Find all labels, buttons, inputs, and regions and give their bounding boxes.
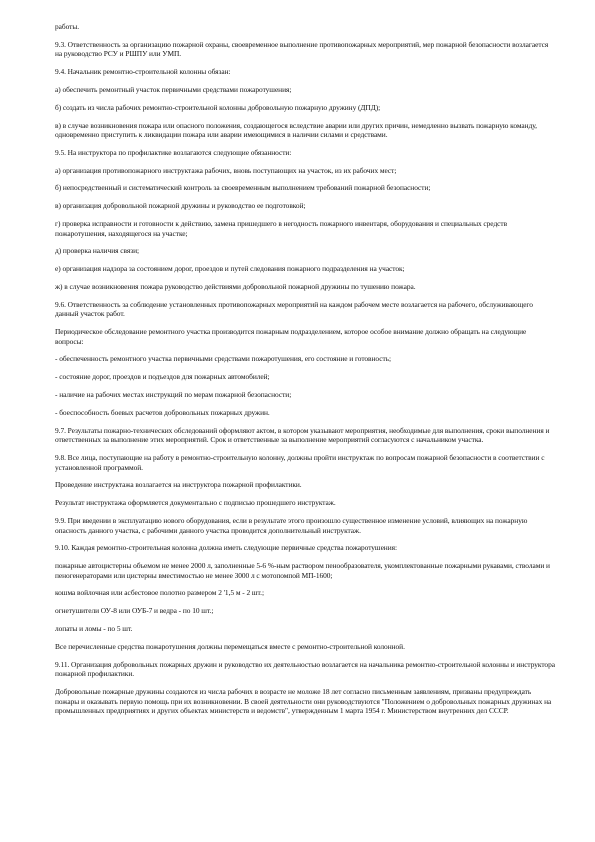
paragraph: 9.3. Ответственность за организацию пожарной охраны, своевременное выполнение противопожарных мероприятий, мер пожарной безопасности возлагается на руководство РСУ и РШПУ или УМП. (55, 39, 549, 59)
paragraph: пожарные автоцистерны объемом не менее 2000 л, заполненные 5-6 %-ным раствором пенообразователя, укомплектованные пожарными рукавами, стволами и пеногенераторами или цистерны вместимостью не менее 3000 л с мотопомпой МП-1600; (55, 561, 550, 580)
paragraph: б) непосредственный и систематический контроль за своевременным выполнением требований пожарной безопасности; (55, 183, 431, 193)
paragraph: г) проверка исправности и готовности к действию, замена пришедшего в негодность пожарного инвентаря, оборудования и специальных средств пожаротушения, находящегося на участке; (55, 219, 508, 238)
paragraph: в) в случае возникновения пожара или опасного положения, создающегося вследствие аварии или других причин, немедленно вызвать пожарную команду, одновременно приступить к ликвидации пожара или аварии имеющимися в наличии силами и средствами. (55, 120, 537, 140)
paragraph: - состояние дорог, проездов и подъездов для пожарных автомобилей; (55, 372, 270, 382)
paragraph: 9.11. Организация добровольных пожарных дружин и руководство их деятельностью возлагается на начальника ремонтно-строительной колонны и инструктора пожарной профилактики. (55, 659, 555, 679)
paragraph: - боеспособность боевых расчетов добровольных пожарных дружин. (55, 407, 270, 417)
paragraph: 9.10. Каждая ремонтно-строительная колонна должна иметь следующие первичные средства пожаротушения: (55, 543, 397, 553)
paragraph: Добровольные пожарные дружины создаются из числа рабочих в возрасте не моложе 18 лет согласно письменным заявлениям, призваны предупреждать пожары и оказывать первую помощь при их возникновении. В своей деятельности они руководствуются "Положением о добровольных пожарных дружинах на промышленных предприятиях и других объектах министерств и ведомств", утвержденным 1 марта 1954 г. Министерством внутренних дел СССР. (55, 686, 552, 716)
paragraph: 9.6. Ответственность за соблюдение установленных противопожарных мероприятий на каждом рабочем месте возлагается на рабочего, обслуживающего данный участок работ. (55, 299, 533, 319)
paragraph: 9.7. Результаты пожарно-технических обследований оформляют актом, в котором указывают мероприятия, необходимые для выполнения, сроки выполнения и ответственных за выполнение этих мероприятий. Срок и ответственные за выполнение мероприятий согласуются с начальником участка. (55, 425, 550, 445)
paragraph: - обеспеченность ремонтного участка первичными средствами пожаротушения, его состояние и готовность; (55, 354, 391, 364)
paragraph: ж) в случае возникновения пожара руководство действиями добровольной пожарной дружины по тушению пожара. (55, 281, 416, 291)
paragraph: Проведение инструктажа возлагается на инструктора пожарной профилактики. (55, 480, 302, 490)
paragraph: 9.9. При введении в эксплуатацию нового оборудования, если в результате этого произошло существенное изменение условий, влияющих на пожарную опасность данного участка, с рабочими данного участка проводится дополнительный инструктаж. (55, 515, 528, 535)
paragraph: 9.4. Начальник ремонтно-строительной колонны обязан: (55, 67, 231, 77)
paragraph: а) обеспечить ремонтный участок первичными средствами пожаротушения; (55, 84, 292, 94)
paragraph: е) организация надзора за состоянием дорог, проездов и путей следования пожарного подразделения на участок; (55, 264, 405, 274)
paragraph: работы. (55, 22, 80, 31)
paragraph: а) организация противопожарного инструктажа рабочих, вновь поступающих на участок, из их рабочих мест; (55, 165, 397, 175)
paragraph: 9.5. На инструктора по профилактике возлагаются следующие обязанности: (55, 147, 292, 157)
paragraph: 9.8. Все лица, поступающие на работу в ремонтно-строительную колонну, должны пройти инструктаж по вопросам пожарной безопасности в соответствии с установленной программой. (55, 452, 545, 472)
paragraph: огнетушители ОУ-8 или ОУБ-7 и ведра - по 10 шт.; (55, 606, 214, 616)
paragraph: - наличие на рабочих местах инструкций по мерам пожарной безопасности; (55, 390, 292, 400)
paragraph: д) проверка наличия связи; (55, 246, 140, 256)
paragraph: лопаты и ломы - по 5 шт. (55, 624, 133, 633)
paragraph: Все перечисленные средства пожаротушения должны перемещаться вместе с ремонтно-строительной колонной. (55, 641, 405, 651)
paragraph: кошма войлочная или асбестовое полотно размером 2 '1,5 м - 2 шт.; (55, 588, 264, 598)
document-page (55, 22, 555, 724)
paragraph: Периодическое обследование ремонтного участка производится пожарным подразделением, которое особое внимание должно обращать на следующие вопросы: (55, 327, 527, 346)
paragraph: Результат инструктажа оформляется документально с подписью прошедшего инструктаж. (55, 498, 336, 508)
paragraph: б) создать из числа рабочих ремонтно-строительной колонны добровольную пожарную дружину (ДПД); (55, 102, 381, 112)
paragraph: в) организация добровольной пожарной дружины и руководство ее подготовкой; (55, 201, 306, 211)
